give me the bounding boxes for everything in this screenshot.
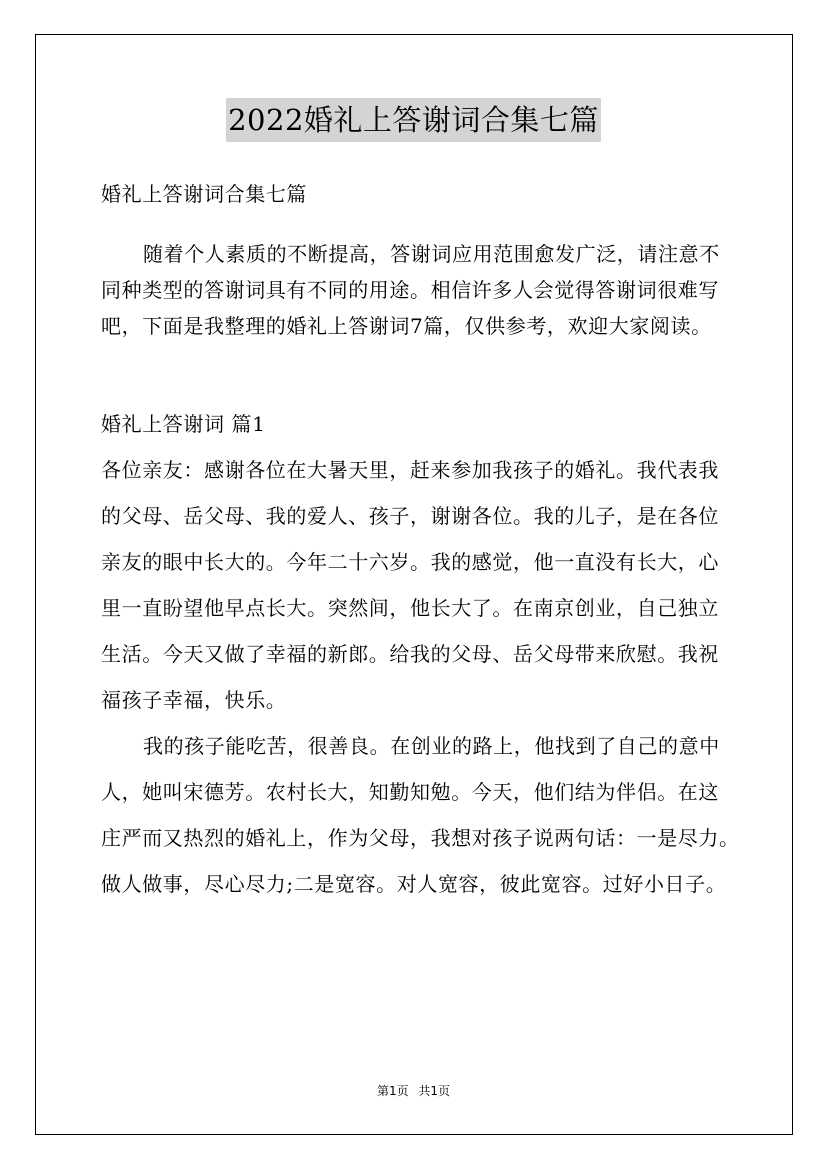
page-footer bbox=[0, 1082, 827, 1099]
paragraph-line: 做人做事，尽心尽力;二是宽容。对人宽容，彼此宽容。过好小日子。 bbox=[101, 872, 727, 896]
section-heading: 婚礼上答谢词 篇1 bbox=[101, 412, 266, 436]
intro-line: 同种类型的答谢词具有不同的用途。相信许多人会觉得答谢词很难写 bbox=[101, 278, 719, 302]
paragraph-2 bbox=[101, 728, 741, 902]
paragraph-line: 人，她叫宋德芳。农村长大，知勤知勉。今天，他们结为伴侣。在这 bbox=[101, 780, 719, 804]
document-title: 2022婚礼上答谢词合集七篇 bbox=[226, 98, 601, 142]
paragraph-line: 我的孩子能吃苦，很善良。在创业的路上，他找到了自己的意中 bbox=[143, 734, 720, 758]
document-body bbox=[101, 176, 741, 912]
paragraph-line: 的父母、岳父母、我的爱人、孩子，谢谢各位。我的儿子，是在各位 bbox=[101, 504, 719, 528]
paragraph-line: 庄严而又热烈的婚礼上，作为父母，我想对孩子说两句话：一是尽力。 bbox=[101, 826, 740, 850]
paragraph-line: 福孩子幸福，快乐。 bbox=[101, 688, 287, 712]
paragraph-1 bbox=[101, 452, 741, 718]
document-subtitle: 婚礼上答谢词合集七篇 bbox=[101, 182, 307, 206]
intro-line: 随着个人素质的不断提高，答谢词应用范围愈发广泛，请注意不 bbox=[143, 242, 720, 266]
intro-line: 吧，下面是我整理的婚礼上答谢词7篇，仅供参考，欢迎大家阅读。 bbox=[101, 314, 712, 338]
paragraph-line: 各位亲友：感谢各位在大暑天里，赶来参加我孩子的婚礼。我代表我 bbox=[101, 458, 719, 482]
title-area bbox=[0, 98, 827, 142]
page-number: 第1页 bbox=[376, 1084, 409, 1098]
paragraph-line: 里一直盼望他早点长大。突然间，他长大了。在南京创业，自己独立 bbox=[101, 596, 719, 620]
intro-paragraph bbox=[101, 236, 741, 344]
paragraph-line: 亲友的眼中长大的。今年二十六岁。我的感觉，他一直没有长大，心 bbox=[101, 550, 719, 574]
paragraph-line: 生活。今天又做了幸福的新郎。给我的父母、岳父母带来欣慰。我祝 bbox=[101, 642, 719, 666]
page-total: 共1页 bbox=[418, 1084, 451, 1098]
